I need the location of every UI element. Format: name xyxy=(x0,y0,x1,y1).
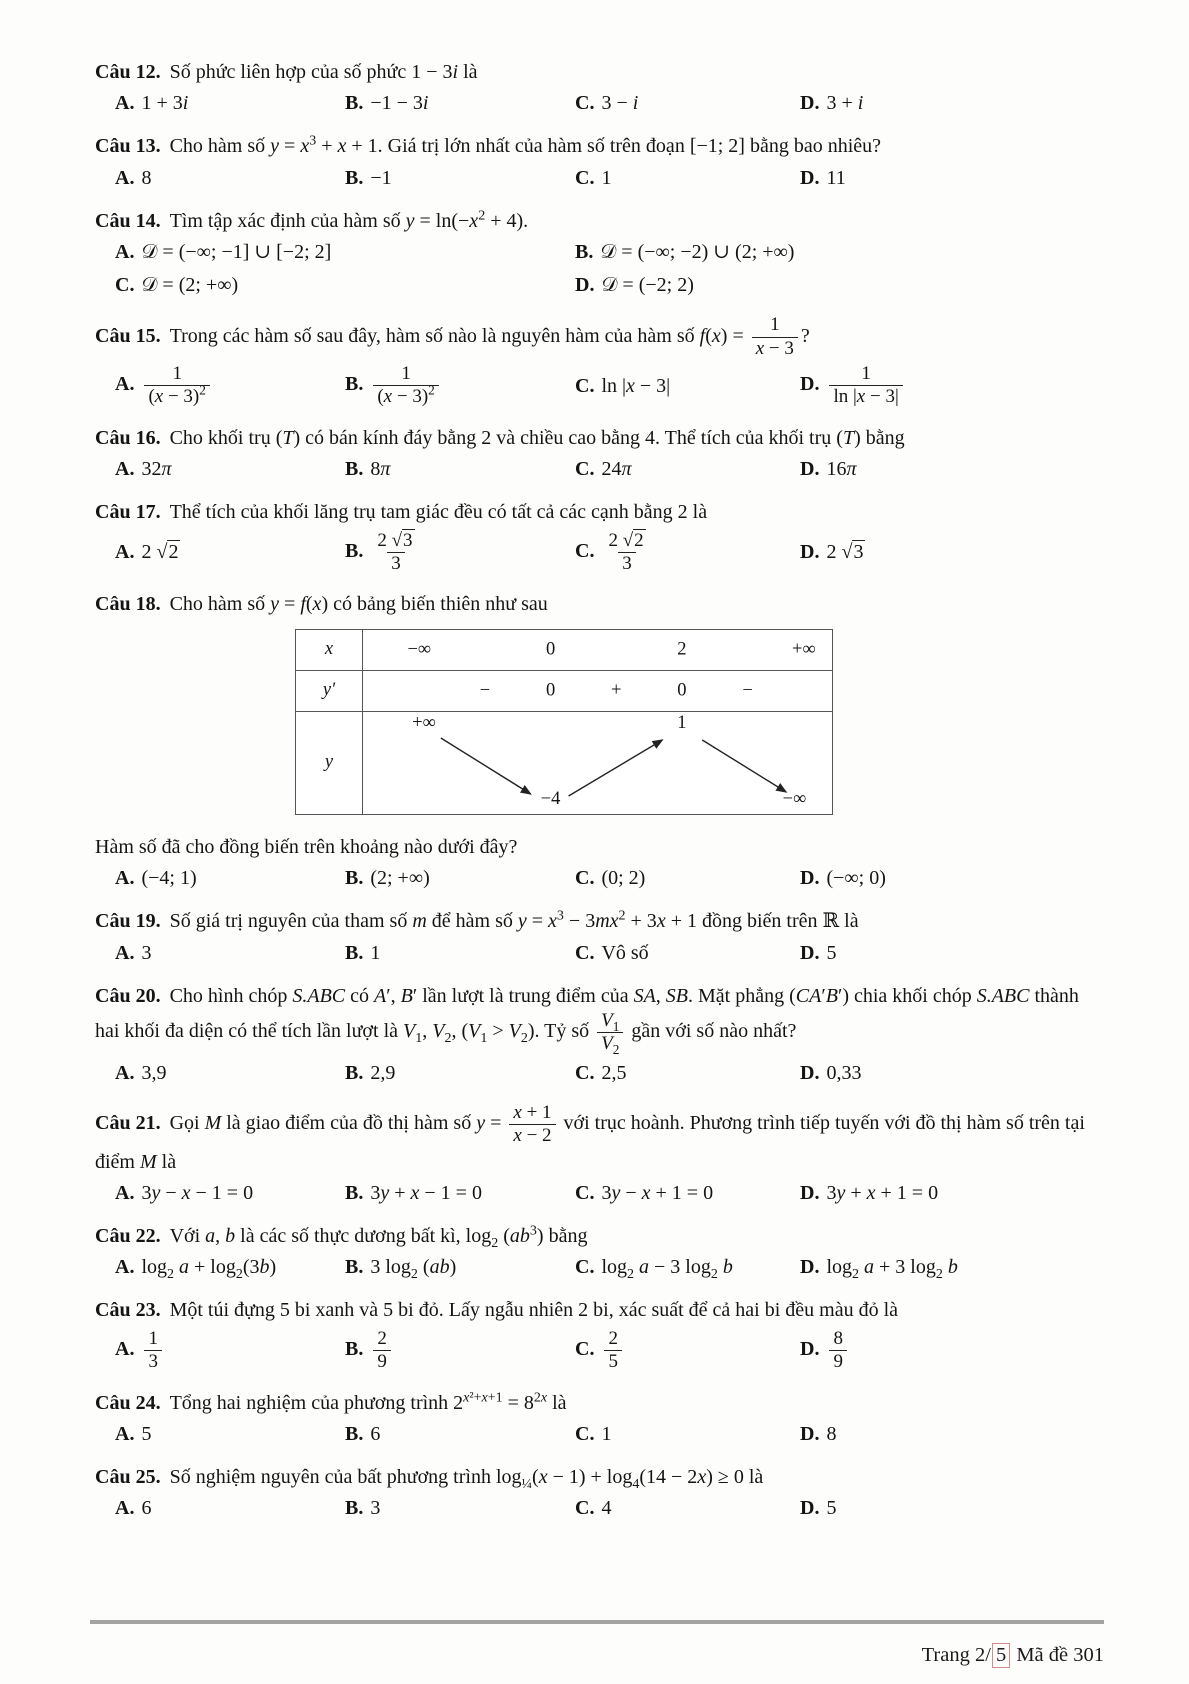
option-value: $\frac{2}{9}$ xyxy=(370,1338,394,1360)
option-b xyxy=(345,530,575,576)
option-value: 3 xyxy=(141,941,152,964)
question-text: Cho hàm số $y = x^3 + x + 1$. Giá trị lớn nhất của hàm số trên đoạn [−1; 2] bằng bao nhiêu? xyxy=(169,133,882,158)
options-row xyxy=(115,455,1107,483)
option-value: Vô số xyxy=(601,941,649,964)
table-value: − xyxy=(479,680,491,701)
option-value: −1 xyxy=(370,166,392,189)
option-b xyxy=(345,1253,575,1281)
question-text: Gọi M là giao điểm của đồ thị hàm số y = $\frac{x + 1}{x - 2}$ với trục hoành. Phương trình tiếp tuyến với đồ thị hàm số trên tại điểm M là xyxy=(95,1101,1085,1173)
table-value: −∞ xyxy=(782,788,807,809)
question-text-continued: Hàm số đã cho đồng biến trên khoảng nào dưới đây? xyxy=(95,835,518,858)
option-b xyxy=(345,864,575,892)
option-d xyxy=(800,455,1107,483)
option-key: A. xyxy=(115,373,135,396)
option-value: 𝒟 = (2; +∞) xyxy=(141,274,239,297)
question-label: Câu 24. xyxy=(95,1391,161,1414)
options-row xyxy=(115,89,1107,117)
option-key: B. xyxy=(345,166,364,189)
page-footer xyxy=(90,1643,1104,1668)
option-c xyxy=(575,1420,800,1448)
question-stem xyxy=(95,132,1107,160)
question-23 xyxy=(95,1296,1107,1373)
option-value: 11 xyxy=(826,166,846,189)
option-value: 2,5 xyxy=(601,1061,627,1084)
option-key: A. xyxy=(115,941,135,964)
question-stem xyxy=(95,1102,1107,1176)
option-key: C. xyxy=(575,166,595,189)
option-d xyxy=(800,1328,1107,1374)
option-value: 6 xyxy=(141,1497,152,1520)
option-value: (−∞; 0) xyxy=(826,867,886,890)
question-15 xyxy=(95,314,1107,409)
question-stem xyxy=(95,207,1107,235)
option-d xyxy=(800,1494,1107,1522)
option-key: D. xyxy=(800,867,820,890)
option-key: B. xyxy=(345,1181,364,1204)
option-key: A. xyxy=(115,1256,135,1279)
table-row-label: y xyxy=(296,712,363,814)
option-key: D. xyxy=(800,1497,820,1520)
option-value: 5 xyxy=(826,1497,837,1520)
option-a xyxy=(115,939,345,967)
option-a xyxy=(115,455,345,483)
option-a xyxy=(115,164,345,192)
option-a xyxy=(115,1328,345,1374)
option-key: A. xyxy=(115,1338,135,1361)
option-c xyxy=(575,939,800,967)
option-c xyxy=(115,271,575,299)
option-value: (−4; 1) xyxy=(141,867,197,890)
option-b xyxy=(345,89,575,117)
question-stem xyxy=(95,424,1107,452)
option-c xyxy=(575,1059,800,1087)
question-label: Câu 16. xyxy=(95,426,161,449)
question-17 xyxy=(95,498,1107,575)
table-value: 0 xyxy=(677,680,687,701)
options-row xyxy=(115,1420,1107,1448)
option-value: 1 xyxy=(601,166,612,189)
option-d xyxy=(800,939,1107,967)
option-c xyxy=(575,864,800,892)
option-a xyxy=(115,238,575,266)
question-text: Số giá trị nguyên của tham số m để hàm số $y = x^3 - 3mx^2 + 3x + 1$ đồng biến trên ℝ là xyxy=(169,908,859,933)
options-row xyxy=(115,363,1107,409)
option-value: 3 xyxy=(370,1497,381,1520)
option-value: 5 xyxy=(826,941,837,964)
option-key: A. xyxy=(115,1181,135,1204)
table-value: + xyxy=(611,680,622,701)
question-21 xyxy=(95,1102,1107,1207)
question-14 xyxy=(95,207,1107,299)
option-value: 𝒟 = (−∞; −1] ∪ [−2; 2] xyxy=(141,241,332,264)
option-value: 8 xyxy=(826,1422,837,1445)
option-c xyxy=(575,1494,800,1522)
question-label: Câu 12. xyxy=(95,61,161,83)
option-value: $\frac{1}{3}$ xyxy=(141,1338,165,1360)
option-key: C. xyxy=(575,1497,595,1520)
option-key: D. xyxy=(800,1338,820,1361)
question-text: Trong các hàm số sau đây, hàm số nào là nguyên hàm của hàm số f(x) = $\frac{1}{x - 3}$ ? xyxy=(169,314,810,359)
option-key: C. xyxy=(575,540,595,563)
question-text: Số nghiệm nguyên của bất phương trình $\log_{\frac{1}{4}}(x - 1) + \log_4(14 - 2x) \ge 0$ là xyxy=(169,1465,764,1492)
table-value: −4 xyxy=(540,788,561,809)
option-value: $\log_2 a - 3$ $\log_2 b$ xyxy=(601,1256,733,1283)
question-label: Câu 21. xyxy=(95,1112,161,1135)
option-value: 16π xyxy=(826,458,857,481)
question-list xyxy=(95,58,1107,1537)
option-value: 3y + x + 1 = 0 xyxy=(826,1181,939,1204)
table-value: +∞ xyxy=(412,712,436,733)
option-key: B. xyxy=(345,867,364,890)
option-value: $\frac{2}{5}$ xyxy=(601,1338,625,1360)
option-key: B. xyxy=(345,373,364,396)
question-16 xyxy=(95,424,1107,483)
options-row xyxy=(115,1179,1107,1207)
option-c xyxy=(575,530,800,576)
option-c xyxy=(575,89,800,117)
option-key: A. xyxy=(115,92,135,115)
question-text: Cho hình chóp S.ABC có A′, B′ lần lượt là trung điểm của SA, SB. Mặt phẳng (CA′B′) chia khối chóp S.ABC thành hai khối đa diện có thể tích lần lượt là $V_1$, $V_2$, $(V_1 > V_2)$. Tỷ số $\frac{V_1}{V_2}$ gần với số nào nhất? xyxy=(95,984,1079,1058)
option-value: (0; 2) xyxy=(601,867,646,890)
question-22 xyxy=(95,1222,1107,1281)
option-value: 2 √2 xyxy=(141,541,179,564)
option-key: D. xyxy=(575,274,595,297)
question-text: Cho khối trụ (T) có bán kính đáy bằng 2 và chiều cao bằng 4. Thể tích của khối trụ (T) bằng xyxy=(169,426,905,449)
option-value: 5 xyxy=(141,1422,152,1445)
options-row xyxy=(115,1059,1107,1087)
option-d xyxy=(800,864,1107,892)
table-y-row xyxy=(363,712,832,814)
question-18 xyxy=(95,590,1107,892)
option-key: B. xyxy=(345,1497,364,1520)
table-value: +∞ xyxy=(792,639,816,660)
option-value: 𝒟 = (−∞; −2) ∪ (2; +∞) xyxy=(600,241,795,264)
option-value: 2 √3 xyxy=(826,541,864,564)
question-label: Câu 22. xyxy=(95,1224,161,1247)
question-stem xyxy=(95,1222,1107,1250)
question-19 xyxy=(95,907,1107,966)
option-value: 0,33 xyxy=(826,1061,862,1084)
option-key: A. xyxy=(115,1422,135,1445)
option-a xyxy=(115,864,345,892)
option-key: D. xyxy=(800,941,820,964)
option-value: 3y + x − 1 = 0 xyxy=(370,1181,482,1204)
question-stem xyxy=(95,907,1107,935)
page-number: Trang 2/ xyxy=(921,1644,991,1666)
question-text: Tìm tập xác định của hàm số $y = \ln(-x^2 + 4)$. xyxy=(169,208,529,232)
option-key: D. xyxy=(800,541,820,564)
option-a xyxy=(115,1253,345,1281)
option-key: C. xyxy=(575,1422,595,1445)
option-a xyxy=(115,1059,345,1087)
option-key: A. xyxy=(115,458,135,481)
option-value: 32π xyxy=(141,458,172,481)
option-key: B. xyxy=(345,941,364,964)
question-label: Câu 13. xyxy=(95,135,161,158)
option-key: D. xyxy=(800,458,820,481)
option-key: B. xyxy=(345,1338,364,1361)
option-key: D. xyxy=(800,1256,820,1279)
option-b xyxy=(345,939,575,967)
option-a xyxy=(115,89,345,117)
table-value: 1 xyxy=(677,712,687,733)
option-b xyxy=(345,1179,575,1207)
options-row xyxy=(115,939,1107,967)
option-value: 24π xyxy=(601,458,632,481)
option-d xyxy=(800,1059,1107,1087)
option-key: C. xyxy=(575,1181,595,1204)
options-row xyxy=(115,238,1107,299)
table-value: −∞ xyxy=(407,639,432,660)
option-b xyxy=(345,1420,575,1448)
option-key: B. xyxy=(345,1422,364,1445)
option-c xyxy=(575,1253,800,1281)
question-stem xyxy=(95,1463,1107,1491)
question-stem xyxy=(95,982,1107,1056)
question-stem xyxy=(95,590,1107,618)
question-stem xyxy=(95,498,1107,526)
question-stem xyxy=(95,1389,1107,1417)
question-text: Với a, b là các số thực dương bất kì, $\log_2 (ab^3)$ bằng xyxy=(169,1223,588,1251)
option-value: −1 − 3i xyxy=(370,92,429,115)
table-value: 0 xyxy=(545,639,556,660)
question-label: Câu 14. xyxy=(95,209,161,232)
option-value: (2; +∞) xyxy=(370,867,430,890)
option-b xyxy=(345,164,575,192)
question-stem xyxy=(95,314,1107,360)
option-key: D. xyxy=(800,1061,820,1084)
option-value: $\frac{1}{(x - 3)^2}$ xyxy=(370,373,441,395)
option-b xyxy=(345,1494,575,1522)
option-d xyxy=(800,1420,1107,1448)
option-value: 1 xyxy=(601,1422,612,1445)
option-value: 3,9 xyxy=(141,1061,167,1084)
option-value: 3y − x + 1 = 0 xyxy=(601,1181,714,1204)
question-20 xyxy=(95,982,1107,1087)
question-label: Câu 19. xyxy=(95,910,161,933)
option-key: D. xyxy=(800,1181,820,1204)
options-row xyxy=(115,164,1107,192)
option-value: ln |x − 3| xyxy=(601,374,671,397)
option-key: C. xyxy=(575,458,595,481)
option-key: C. xyxy=(575,1338,595,1361)
option-d xyxy=(800,164,1107,192)
option-c xyxy=(575,455,800,483)
option-value: $\frac{1}{\ln |x - 3|}$ xyxy=(826,373,905,395)
option-a xyxy=(115,1494,345,1522)
option-key: B. xyxy=(345,458,364,481)
table-yprime-row xyxy=(363,671,832,711)
question-label: Câu 25. xyxy=(95,1465,161,1488)
option-value: 3 + i xyxy=(826,92,864,115)
table-value: 0 xyxy=(545,680,556,701)
option-value: $\frac{2 √3}{3}$ xyxy=(377,529,413,574)
option-key: B. xyxy=(345,540,364,563)
option-a xyxy=(115,1179,345,1207)
option-value: 𝒟 = (−2; 2) xyxy=(601,274,694,297)
question-text: Số phức liên hợp của số phức 1 − 3i là xyxy=(169,61,478,83)
question-label: Câu 20. xyxy=(95,984,161,1007)
option-b xyxy=(575,238,1107,266)
option-d xyxy=(800,1179,1107,1207)
option-a xyxy=(115,538,345,566)
page-total-box xyxy=(992,1643,1010,1668)
question-text: Cho hàm số y = f(x) có bảng biến thiên như sau xyxy=(169,593,548,616)
option-c xyxy=(575,372,800,400)
option-c xyxy=(575,1328,800,1374)
options-row xyxy=(115,530,1107,576)
option-value: 6 xyxy=(370,1422,381,1445)
option-value: $\log_2 a + \log_2(3b)$ xyxy=(141,1256,277,1283)
option-value: 3 $\log_2 (ab)$ xyxy=(370,1256,457,1283)
option-key: A. xyxy=(115,1061,135,1084)
question-13 xyxy=(95,132,1107,191)
option-c xyxy=(575,164,800,192)
table-value: 2 xyxy=(677,639,687,660)
options-row xyxy=(115,864,1107,892)
option-value: 4 xyxy=(601,1497,612,1520)
option-value: 3 − i xyxy=(601,92,639,115)
table-row-label: x xyxy=(296,630,363,670)
option-key: D. xyxy=(800,373,820,396)
question-text: Một túi đựng 5 bi xanh và 5 bi đỏ. Lấy ngẫu nhiên 2 bi, xác suất để cả hai bi đều màu đỏ là xyxy=(169,1299,899,1322)
option-value: 8π xyxy=(370,458,391,481)
question-label: Câu 17. xyxy=(95,501,161,524)
option-key: B. xyxy=(345,1061,364,1084)
options-row xyxy=(115,1494,1107,1522)
option-d xyxy=(800,1253,1107,1281)
option-key: B. xyxy=(345,92,364,115)
options-row xyxy=(115,1253,1107,1281)
question-24 xyxy=(95,1389,1107,1448)
option-key: C. xyxy=(575,941,595,964)
option-key: A. xyxy=(115,867,135,890)
option-key: C. xyxy=(575,374,595,397)
option-b xyxy=(345,455,575,483)
option-key: B. xyxy=(345,1256,364,1279)
exam-code: Mã đề 301 xyxy=(1016,1644,1104,1666)
option-b xyxy=(345,1059,575,1087)
option-key: C. xyxy=(575,867,595,890)
option-key: A. xyxy=(115,1497,135,1520)
option-value: 2,9 xyxy=(370,1061,396,1084)
option-value: $\frac{1}{(x - 3)^2}$ xyxy=(141,373,212,395)
option-d xyxy=(575,271,1107,299)
option-b xyxy=(345,1328,575,1374)
option-key: C. xyxy=(575,1256,595,1279)
variation-table xyxy=(295,629,833,815)
option-d xyxy=(800,538,1107,566)
table-value: − xyxy=(742,680,753,701)
option-key: B. xyxy=(575,241,594,264)
option-key: D. xyxy=(800,92,820,115)
option-c xyxy=(575,1179,800,1207)
table-row-label: y′ xyxy=(296,671,363,711)
option-value: 8 xyxy=(141,166,152,189)
table-x-row xyxy=(363,630,832,670)
option-b xyxy=(345,363,575,409)
option-value: 3y − x − 1 = 0 xyxy=(141,1181,254,1204)
option-key: A. xyxy=(115,541,135,564)
page-total: 5 xyxy=(995,1644,1007,1666)
footer-divider xyxy=(90,1620,1104,1624)
question-stem xyxy=(95,58,1107,86)
option-key: C. xyxy=(575,92,595,115)
option-value: $\frac{8}{9}$ xyxy=(826,1338,850,1360)
option-key: C. xyxy=(575,1061,595,1084)
option-d xyxy=(800,363,1107,409)
option-key: D. xyxy=(800,1422,820,1445)
question-label: Câu 18. xyxy=(95,593,161,616)
option-key: A. xyxy=(115,241,135,264)
option-key: D. xyxy=(800,166,820,189)
option-a xyxy=(115,1420,345,1448)
question-25 xyxy=(95,1463,1107,1522)
question-stem xyxy=(95,1296,1107,1324)
option-value: 1 xyxy=(370,941,381,964)
question-12 xyxy=(95,58,1107,117)
question-label: Câu 23. xyxy=(95,1299,161,1322)
option-value: 1 + 3i xyxy=(141,92,189,115)
option-d xyxy=(800,89,1107,117)
question-label: Câu 15. xyxy=(95,324,161,347)
option-key: A. xyxy=(115,166,135,189)
question-text: Thể tích của khối lăng trụ tam giác đều có tất cả các cạnh bằng 2 là xyxy=(169,501,708,524)
question-text: Tổng hai nghiệm của phương trình $2^{x^2+x+1} = 8^{2x}$ là xyxy=(169,1389,567,1414)
option-value: $\frac{2 √2}{3}$ xyxy=(608,529,644,574)
options-row xyxy=(115,1328,1107,1374)
option-key: C. xyxy=(115,274,135,297)
option-value: $\log_2 a + 3$ $\log_2 b$ xyxy=(826,1256,958,1283)
option-a xyxy=(115,363,345,409)
